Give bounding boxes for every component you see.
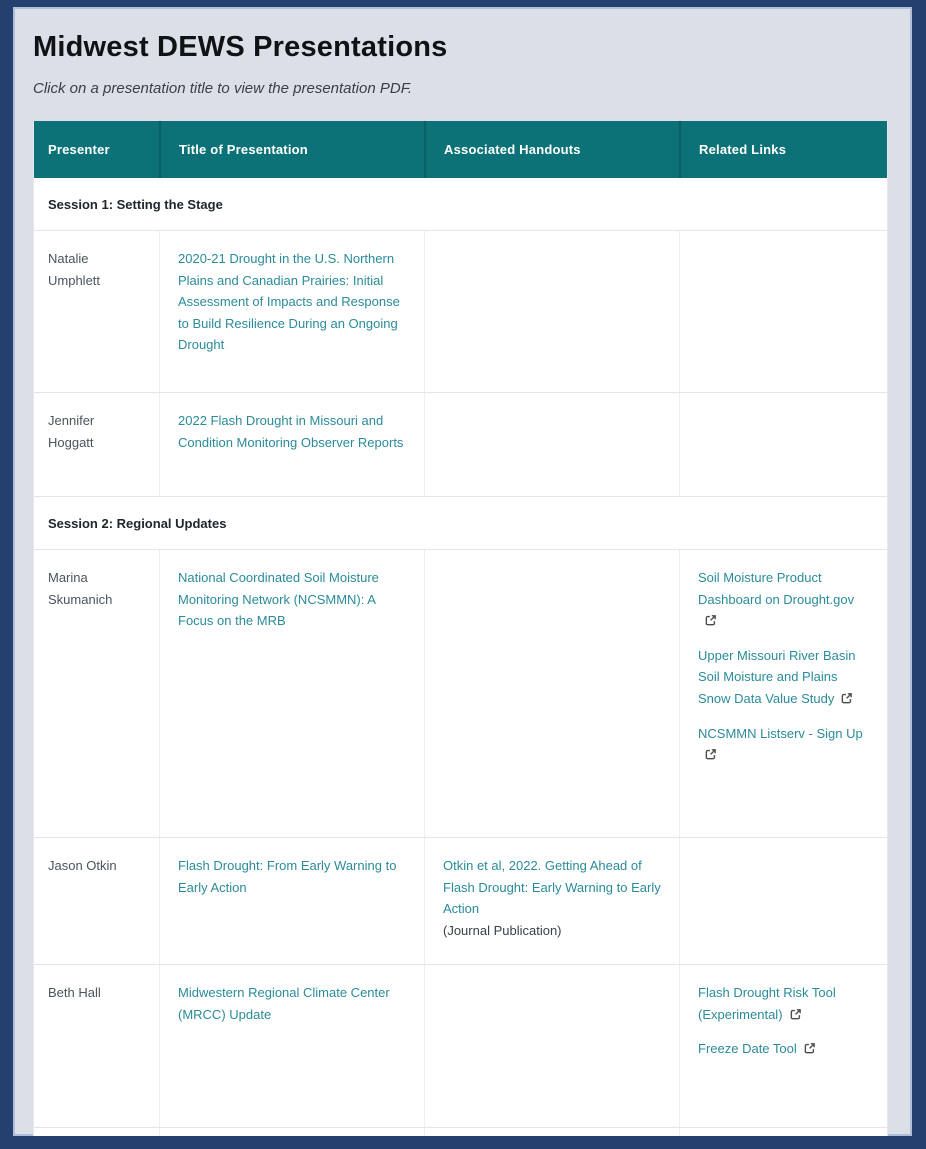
presenter-cell: Jason Otkin [48, 858, 117, 873]
table-row [34, 393, 887, 497]
links-cell [679, 965, 887, 1127]
presenter-cell: Marina Skumanich [48, 570, 113, 607]
related-link[interactable] [698, 1041, 816, 1056]
table-row [34, 231, 887, 393]
handouts-cell [424, 1128, 679, 1149]
handouts-cell [424, 231, 679, 392]
table-body [34, 178, 887, 1128]
table-row [34, 965, 887, 1128]
related-link-item [698, 645, 871, 710]
related-link-label: Upper Missouri River Basin Soil Moisture and Plains Snow Data Value Study [698, 647, 856, 706]
title-cell [159, 231, 424, 392]
table-row [34, 838, 887, 965]
links-cell [679, 231, 887, 392]
table-header-row [34, 121, 887, 178]
presentation-title-link[interactable]: Flash Drought: From Early Warning to Early Action [178, 858, 397, 895]
links-cell [679, 1128, 887, 1149]
section-header-row: Session 1: Setting the Stage [34, 178, 887, 231]
presentation-title-link[interactable]: 2022 Flash Drought in Missouri and Condition Monitoring Observer Reports [178, 413, 404, 450]
handouts-cell [424, 550, 679, 837]
title-cell [159, 1128, 424, 1149]
related-link[interactable] [698, 985, 836, 1022]
external-link-icon [803, 1042, 816, 1055]
table-row [34, 550, 887, 838]
related-link-item [698, 723, 871, 766]
external-link-icon [840, 692, 853, 705]
column-header-links: Related Links [679, 121, 887, 178]
presentation-title-link[interactable]: National Coordinated Soil Moisture Monitoring Network (NCSMMN): A Focus on the MRB [178, 570, 379, 629]
related-link[interactable] [698, 570, 854, 628]
related-link-label: Soil Moisture Product Dashboard on Drought.gov [698, 570, 855, 607]
title-cell [159, 838, 424, 964]
related-link-item [698, 982, 871, 1025]
external-link-icon [704, 614, 717, 627]
handouts-cell [424, 393, 679, 496]
title-cell [159, 965, 424, 1127]
column-header-title: Title of Presentation [159, 121, 424, 178]
links-cell [679, 838, 887, 964]
related-link[interactable] [698, 726, 863, 763]
handout-item [443, 855, 663, 941]
presenter-cell: Beth Hall [48, 985, 101, 1000]
presentations-table [33, 121, 888, 1149]
handout-link[interactable]: Otkin et al, 2022. Getting Ahead of Flash Drought: Early Warning to Early Action [443, 858, 661, 917]
handout-suffix: (Journal Publication) [443, 922, 562, 938]
column-header-presenter: Presenter [48, 142, 110, 157]
links-cell [679, 393, 887, 496]
external-link-icon [789, 1008, 802, 1021]
handouts-cell [424, 965, 679, 1127]
title-cell [159, 550, 424, 837]
section-header-row: Session 2: Regional Updates [34, 497, 887, 550]
presenter-cell [34, 1128, 159, 1149]
related-link[interactable] [698, 648, 856, 706]
related-link-label: NCSMMN Listserv - Sign Up [698, 725, 863, 741]
page-content [13, 7, 912, 1149]
presenter-cell: Jennifer Hoggatt [48, 413, 95, 450]
related-link-item [698, 1038, 871, 1060]
related-link-item [698, 567, 871, 632]
presentation-title-link[interactable]: Midwestern Regional Climate Center (MRCC) Update [178, 985, 390, 1022]
page-subtitle: Click on a presentation title to view the presentation PDF. [33, 80, 413, 97]
column-header-handouts: Associated Handouts [424, 121, 679, 178]
title-cell [159, 393, 424, 496]
table-row-partial [34, 1128, 887, 1149]
related-link-label: Freeze Date Tool [698, 1041, 797, 1057]
page-title: Midwest DEWS Presentations [33, 31, 448, 63]
presenter-cell: Natalie Umphlett [48, 251, 101, 288]
external-link-icon [704, 748, 717, 761]
links-cell [679, 550, 887, 837]
related-link-label: Flash Drought Risk Tool (Experimental) [698, 985, 836, 1022]
presentation-title-link[interactable]: 2020-21 Drought in the U.S. Northern Plains and Canadian Prairies: Initial Assessment of Impacts and Response to Build Resilience During an Ongoing Drought [178, 251, 400, 353]
handouts-cell [424, 838, 679, 964]
